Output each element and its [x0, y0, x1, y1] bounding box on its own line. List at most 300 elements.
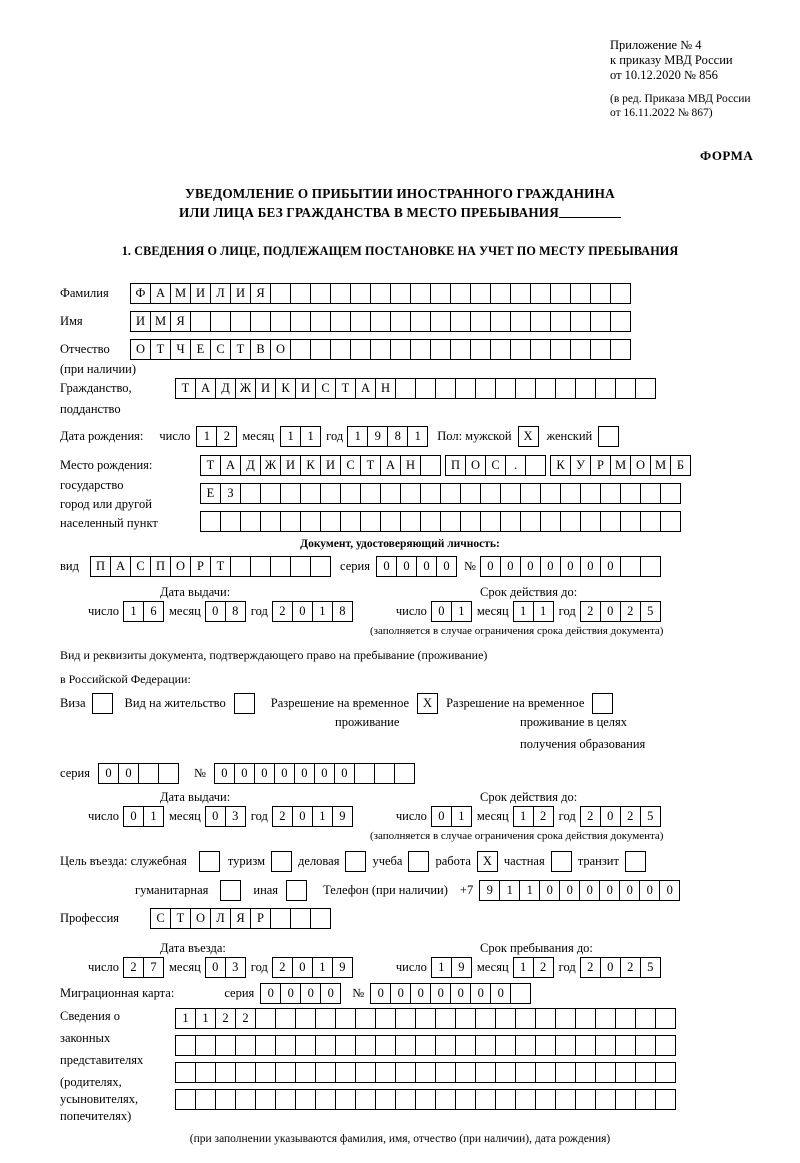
- char-cell[interactable]: [635, 1089, 656, 1110]
- char-cell[interactable]: А: [150, 283, 171, 304]
- char-cell[interactable]: [315, 1062, 336, 1083]
- char-cell[interactable]: 8: [387, 426, 408, 447]
- char-cell[interactable]: Н: [375, 378, 396, 399]
- char-cell[interactable]: [555, 1035, 576, 1056]
- char-cell[interactable]: Д: [240, 455, 261, 476]
- char-cell[interactable]: 1: [533, 601, 554, 622]
- char-cell[interactable]: 0: [260, 983, 281, 1004]
- char-cell[interactable]: [280, 483, 301, 504]
- char-cell[interactable]: Т: [150, 339, 171, 360]
- char-cell[interactable]: [520, 511, 541, 532]
- char-cell[interactable]: Я: [170, 311, 191, 332]
- profession-input[interactable]: [150, 908, 330, 929]
- char-cell[interactable]: К: [275, 378, 296, 399]
- char-cell[interactable]: [655, 1035, 676, 1056]
- stay-year-input[interactable]: [580, 957, 660, 978]
- char-cell[interactable]: 1: [451, 806, 472, 827]
- char-cell[interactable]: [525, 455, 546, 476]
- char-cell[interactable]: [610, 283, 631, 304]
- char-cell[interactable]: 0: [500, 556, 521, 577]
- char-cell[interactable]: [255, 1062, 276, 1083]
- char-cell[interactable]: Е: [200, 483, 221, 504]
- char-cell[interactable]: 2: [272, 806, 293, 827]
- char-cell[interactable]: [515, 1089, 536, 1110]
- char-cell[interactable]: [615, 1008, 636, 1029]
- doc-valid-year-input[interactable]: [580, 601, 660, 622]
- char-cell[interactable]: [495, 1035, 516, 1056]
- char-cell[interactable]: [410, 283, 431, 304]
- char-cell[interactable]: Т: [230, 339, 251, 360]
- char-cell[interactable]: [360, 483, 381, 504]
- char-cell[interactable]: 1: [300, 426, 321, 447]
- char-cell[interactable]: 2: [580, 957, 601, 978]
- char-cell[interactable]: [475, 1089, 496, 1110]
- stay-valid-day-input[interactable]: [431, 806, 471, 827]
- char-cell[interactable]: И: [295, 378, 316, 399]
- char-cell[interactable]: [275, 1089, 296, 1110]
- mig-number-input[interactable]: [370, 983, 530, 1004]
- char-cell[interactable]: М: [610, 455, 631, 476]
- char-cell[interactable]: 0: [320, 983, 341, 1004]
- char-cell[interactable]: [495, 1008, 516, 1029]
- doc-issue-day-input[interactable]: [123, 601, 163, 622]
- char-cell[interactable]: [410, 311, 431, 332]
- entry-day-input[interactable]: [123, 957, 163, 978]
- char-cell[interactable]: Р: [590, 455, 611, 476]
- char-cell[interactable]: [515, 1035, 536, 1056]
- char-cell[interactable]: [315, 1035, 336, 1056]
- stay-number-input[interactable]: [214, 763, 414, 784]
- char-cell[interactable]: [310, 311, 331, 332]
- sex-female-checkbox[interactable]: [598, 426, 619, 447]
- char-cell[interactable]: [394, 763, 415, 784]
- char-cell[interactable]: [340, 511, 361, 532]
- edu-residence-checkbox[interactable]: [592, 693, 613, 714]
- char-cell[interactable]: [138, 763, 159, 784]
- char-cell[interactable]: А: [355, 378, 376, 399]
- char-cell[interactable]: [575, 1062, 596, 1083]
- char-cell[interactable]: [530, 339, 551, 360]
- char-cell[interactable]: 0: [314, 763, 335, 784]
- char-cell[interactable]: 9: [332, 957, 353, 978]
- char-cell[interactable]: 0: [436, 556, 457, 577]
- char-cell[interactable]: [395, 1089, 416, 1110]
- purpose-other-checkbox[interactable]: [286, 880, 307, 901]
- char-cell[interactable]: Д: [215, 378, 236, 399]
- char-cell[interactable]: [420, 511, 441, 532]
- char-cell[interactable]: [215, 1089, 236, 1110]
- char-cell[interactable]: 0: [254, 763, 275, 784]
- char-cell[interactable]: 2: [216, 426, 237, 447]
- char-cell[interactable]: [635, 1062, 656, 1083]
- char-cell[interactable]: [470, 283, 491, 304]
- char-cell[interactable]: [655, 1089, 676, 1110]
- birth-day-input[interactable]: [196, 426, 236, 447]
- char-cell[interactable]: Ж: [260, 455, 281, 476]
- char-cell[interactable]: [255, 1035, 276, 1056]
- char-cell[interactable]: 9: [332, 806, 353, 827]
- char-cell[interactable]: В: [250, 339, 271, 360]
- char-cell[interactable]: [440, 483, 461, 504]
- char-cell[interactable]: 1: [123, 601, 144, 622]
- char-cell[interactable]: И: [320, 455, 341, 476]
- char-cell[interactable]: [310, 556, 331, 577]
- char-cell[interactable]: [290, 556, 311, 577]
- char-cell[interactable]: [390, 339, 411, 360]
- char-cell[interactable]: [320, 511, 341, 532]
- char-cell[interactable]: 9: [479, 880, 500, 901]
- stay-series-input[interactable]: [98, 763, 178, 784]
- char-cell[interactable]: [435, 1008, 456, 1029]
- char-cell[interactable]: 8: [225, 601, 246, 622]
- char-cell[interactable]: [400, 511, 421, 532]
- char-cell[interactable]: 0: [431, 806, 452, 827]
- char-cell[interactable]: 1: [280, 426, 301, 447]
- char-cell[interactable]: [370, 283, 391, 304]
- char-cell[interactable]: [335, 1035, 356, 1056]
- char-cell[interactable]: [215, 1062, 236, 1083]
- char-cell[interactable]: 0: [118, 763, 139, 784]
- char-cell[interactable]: 0: [370, 983, 391, 1004]
- char-cell[interactable]: [375, 1035, 396, 1056]
- char-cell[interactable]: [340, 483, 361, 504]
- char-cell[interactable]: С: [315, 378, 336, 399]
- char-cell[interactable]: С: [130, 556, 151, 577]
- char-cell[interactable]: [575, 1089, 596, 1110]
- char-cell[interactable]: 0: [292, 601, 313, 622]
- char-cell[interactable]: [475, 1008, 496, 1029]
- doc-valid-day-input[interactable]: [431, 601, 471, 622]
- char-cell[interactable]: 0: [98, 763, 119, 784]
- char-cell[interactable]: [515, 1062, 536, 1083]
- char-cell[interactable]: [470, 311, 491, 332]
- residence-checkbox[interactable]: [234, 693, 255, 714]
- char-cell[interactable]: [300, 511, 321, 532]
- char-cell[interactable]: 0: [416, 556, 437, 577]
- char-cell[interactable]: [370, 311, 391, 332]
- char-cell[interactable]: 2: [620, 957, 641, 978]
- entry-year-input[interactable]: [272, 957, 352, 978]
- char-cell[interactable]: Я: [230, 908, 251, 929]
- char-cell[interactable]: 2: [533, 957, 554, 978]
- char-cell[interactable]: А: [380, 455, 401, 476]
- char-cell[interactable]: 0: [396, 556, 417, 577]
- char-cell[interactable]: Т: [200, 455, 221, 476]
- char-cell[interactable]: О: [170, 556, 191, 577]
- char-cell[interactable]: 0: [659, 880, 680, 901]
- char-cell[interactable]: [260, 511, 281, 532]
- char-cell[interactable]: Т: [335, 378, 356, 399]
- char-cell[interactable]: 0: [540, 556, 561, 577]
- char-cell[interactable]: З: [220, 483, 241, 504]
- char-cell[interactable]: [555, 378, 576, 399]
- char-cell[interactable]: 1: [513, 957, 534, 978]
- char-cell[interactable]: [570, 339, 591, 360]
- char-cell[interactable]: 5: [640, 601, 661, 622]
- char-cell[interactable]: [310, 908, 331, 929]
- char-cell[interactable]: [455, 1062, 476, 1083]
- char-cell[interactable]: 1: [347, 426, 368, 447]
- char-cell[interactable]: И: [230, 283, 251, 304]
- char-cell[interactable]: [470, 339, 491, 360]
- char-cell[interactable]: [620, 483, 641, 504]
- char-cell[interactable]: [290, 311, 311, 332]
- char-cell[interactable]: 0: [123, 806, 144, 827]
- char-cell[interactable]: [330, 339, 351, 360]
- char-cell[interactable]: О: [190, 908, 211, 929]
- char-cell[interactable]: [570, 283, 591, 304]
- char-cell[interactable]: А: [110, 556, 131, 577]
- char-cell[interactable]: [355, 1035, 376, 1056]
- char-cell[interactable]: [510, 983, 531, 1004]
- char-cell[interactable]: [275, 1035, 296, 1056]
- char-cell[interactable]: [415, 378, 436, 399]
- doc-number-input[interactable]: [480, 556, 660, 577]
- char-cell[interactable]: 0: [205, 957, 226, 978]
- char-cell[interactable]: М: [170, 283, 191, 304]
- char-cell[interactable]: 0: [520, 556, 541, 577]
- char-cell[interactable]: 2: [580, 601, 601, 622]
- char-cell[interactable]: И: [255, 378, 276, 399]
- char-cell[interactable]: 0: [292, 957, 313, 978]
- char-cell[interactable]: [510, 311, 531, 332]
- char-cell[interactable]: 7: [143, 957, 164, 978]
- char-cell[interactable]: [270, 283, 291, 304]
- char-cell[interactable]: [375, 1008, 396, 1029]
- char-cell[interactable]: [435, 378, 456, 399]
- char-cell[interactable]: С: [340, 455, 361, 476]
- char-cell[interactable]: [195, 1089, 216, 1110]
- char-cell[interactable]: [460, 511, 481, 532]
- char-cell[interactable]: [555, 1062, 576, 1083]
- char-cell[interactable]: 9: [367, 426, 388, 447]
- char-cell[interactable]: [390, 283, 411, 304]
- char-cell[interactable]: [595, 1008, 616, 1029]
- char-cell[interactable]: Т: [210, 556, 231, 577]
- char-cell[interactable]: 0: [294, 763, 315, 784]
- char-cell[interactable]: [415, 1035, 436, 1056]
- char-cell[interactable]: [450, 283, 471, 304]
- char-cell[interactable]: 0: [579, 880, 600, 901]
- char-cell[interactable]: 0: [390, 983, 411, 1004]
- char-cell[interactable]: [395, 378, 416, 399]
- char-cell[interactable]: [595, 378, 616, 399]
- char-cell[interactable]: С: [210, 339, 231, 360]
- doc-issue-month-input[interactable]: [205, 601, 245, 622]
- char-cell[interactable]: [635, 1035, 656, 1056]
- char-cell[interactable]: [375, 1089, 396, 1110]
- char-cell[interactable]: 0: [280, 983, 301, 1004]
- char-cell[interactable]: 2: [533, 806, 554, 827]
- char-cell[interactable]: [560, 483, 581, 504]
- char-cell[interactable]: 0: [559, 880, 580, 901]
- char-cell[interactable]: Т: [360, 455, 381, 476]
- char-cell[interactable]: 0: [410, 983, 431, 1004]
- char-cell[interactable]: 2: [272, 601, 293, 622]
- char-cell[interactable]: Ф: [130, 283, 151, 304]
- char-cell[interactable]: [440, 511, 461, 532]
- char-cell[interactable]: [290, 908, 311, 929]
- char-cell[interactable]: [450, 311, 471, 332]
- char-cell[interactable]: [530, 311, 551, 332]
- char-cell[interactable]: 0: [292, 806, 313, 827]
- char-cell[interactable]: [535, 1035, 556, 1056]
- char-cell[interactable]: [435, 1035, 456, 1056]
- char-cell[interactable]: [540, 511, 561, 532]
- char-cell[interactable]: 0: [334, 763, 355, 784]
- char-cell[interactable]: [475, 1062, 496, 1083]
- char-cell[interactable]: [560, 511, 581, 532]
- char-cell[interactable]: [335, 1062, 356, 1083]
- stay-issue-month-input[interactable]: [205, 806, 245, 827]
- char-cell[interactable]: И: [280, 455, 301, 476]
- char-cell[interactable]: 9: [451, 957, 472, 978]
- char-cell[interactable]: [315, 1089, 336, 1110]
- char-cell[interactable]: Б: [670, 455, 691, 476]
- entry-month-input[interactable]: [205, 957, 245, 978]
- legal-rep-row3-input[interactable]: [175, 1062, 675, 1083]
- char-cell[interactable]: [480, 483, 501, 504]
- stay-day-input[interactable]: [431, 957, 471, 978]
- char-cell[interactable]: 0: [234, 763, 255, 784]
- char-cell[interactable]: 0: [205, 601, 226, 622]
- char-cell[interactable]: [215, 1035, 236, 1056]
- char-cell[interactable]: [570, 311, 591, 332]
- char-cell[interactable]: [415, 1089, 436, 1110]
- char-cell[interactable]: 1: [519, 880, 540, 901]
- char-cell[interactable]: [535, 378, 556, 399]
- char-cell[interactable]: П: [150, 556, 171, 577]
- char-cell[interactable]: 1: [312, 957, 333, 978]
- sex-male-checkbox[interactable]: X: [518, 426, 539, 447]
- purpose-business-checkbox[interactable]: [345, 851, 366, 872]
- char-cell[interactable]: [455, 1089, 476, 1110]
- birth-place-city-b-input[interactable]: [550, 455, 690, 476]
- char-cell[interactable]: 0: [600, 556, 621, 577]
- char-cell[interactable]: [395, 1008, 416, 1029]
- char-cell[interactable]: [420, 483, 441, 504]
- char-cell[interactable]: 0: [600, 806, 621, 827]
- char-cell[interactable]: 0: [470, 983, 491, 1004]
- char-cell[interactable]: 8: [332, 601, 353, 622]
- birth-place-city-a-input[interactable]: [445, 455, 545, 476]
- char-cell[interactable]: [310, 339, 331, 360]
- char-cell[interactable]: [355, 1089, 376, 1110]
- visa-checkbox[interactable]: [92, 693, 113, 714]
- char-cell[interactable]: [380, 511, 401, 532]
- char-cell[interactable]: 2: [215, 1008, 236, 1029]
- char-cell[interactable]: [335, 1008, 356, 1029]
- char-cell[interactable]: [510, 283, 531, 304]
- citizenship-input[interactable]: [175, 378, 655, 399]
- char-cell[interactable]: 2: [123, 957, 144, 978]
- char-cell[interactable]: Ч: [170, 339, 191, 360]
- doc-valid-month-input[interactable]: [513, 601, 553, 622]
- purpose-transit-checkbox[interactable]: [625, 851, 646, 872]
- char-cell[interactable]: [235, 1062, 256, 1083]
- char-cell[interactable]: [495, 378, 516, 399]
- char-cell[interactable]: [230, 556, 251, 577]
- char-cell[interactable]: [455, 1008, 476, 1029]
- char-cell[interactable]: [575, 378, 596, 399]
- char-cell[interactable]: 0: [205, 806, 226, 827]
- char-cell[interactable]: [250, 556, 271, 577]
- char-cell[interactable]: [615, 1035, 636, 1056]
- char-cell[interactable]: [510, 339, 531, 360]
- char-cell[interactable]: .: [505, 455, 526, 476]
- purpose-private-checkbox[interactable]: [551, 851, 572, 872]
- char-cell[interactable]: [230, 311, 251, 332]
- char-cell[interactable]: Н: [400, 455, 421, 476]
- char-cell[interactable]: [535, 1089, 556, 1110]
- legal-rep-row1-input[interactable]: [175, 1008, 675, 1029]
- char-cell[interactable]: [640, 483, 661, 504]
- char-cell[interactable]: [535, 1008, 556, 1029]
- char-cell[interactable]: 1: [513, 806, 534, 827]
- char-cell[interactable]: [195, 1035, 216, 1056]
- char-cell[interactable]: [375, 1062, 396, 1083]
- char-cell[interactable]: [295, 1008, 316, 1029]
- char-cell[interactable]: [430, 311, 451, 332]
- char-cell[interactable]: [660, 511, 681, 532]
- char-cell[interactable]: [610, 339, 631, 360]
- char-cell[interactable]: 1: [451, 601, 472, 622]
- char-cell[interactable]: Ж: [235, 378, 256, 399]
- char-cell[interactable]: [330, 283, 351, 304]
- char-cell[interactable]: [490, 339, 511, 360]
- char-cell[interactable]: Т: [170, 908, 191, 929]
- char-cell[interactable]: [270, 556, 291, 577]
- char-cell[interactable]: [255, 1089, 276, 1110]
- char-cell[interactable]: У: [570, 455, 591, 476]
- char-cell[interactable]: [250, 311, 271, 332]
- char-cell[interactable]: [410, 339, 431, 360]
- char-cell[interactable]: 0: [376, 556, 397, 577]
- char-cell[interactable]: П: [445, 455, 466, 476]
- legal-rep-row4-input[interactable]: [175, 1089, 675, 1110]
- char-cell[interactable]: 1: [312, 806, 333, 827]
- char-cell[interactable]: 0: [450, 983, 471, 1004]
- char-cell[interactable]: [210, 311, 231, 332]
- purpose-service-checkbox[interactable]: [199, 851, 220, 872]
- char-cell[interactable]: [620, 556, 641, 577]
- char-cell[interactable]: М: [150, 311, 171, 332]
- char-cell[interactable]: 1: [312, 601, 333, 622]
- char-cell[interactable]: Т: [175, 378, 196, 399]
- char-cell[interactable]: [280, 511, 301, 532]
- char-cell[interactable]: [550, 311, 571, 332]
- char-cell[interactable]: [430, 283, 451, 304]
- char-cell[interactable]: [655, 1062, 676, 1083]
- char-cell[interactable]: [590, 311, 611, 332]
- char-cell[interactable]: 0: [430, 983, 451, 1004]
- char-cell[interactable]: [430, 339, 451, 360]
- birth-place-city3-input[interactable]: [200, 511, 680, 532]
- char-cell[interactable]: 5: [640, 957, 661, 978]
- char-cell[interactable]: 0: [490, 983, 511, 1004]
- char-cell[interactable]: [415, 1008, 436, 1029]
- char-cell[interactable]: Е: [190, 339, 211, 360]
- char-cell[interactable]: [555, 1008, 576, 1029]
- char-cell[interactable]: [635, 378, 656, 399]
- char-cell[interactable]: [235, 1089, 256, 1110]
- char-cell[interactable]: [395, 1035, 416, 1056]
- char-cell[interactable]: [555, 1089, 576, 1110]
- char-cell[interactable]: 0: [539, 880, 560, 901]
- char-cell[interactable]: [295, 1089, 316, 1110]
- char-cell[interactable]: [335, 1089, 356, 1110]
- char-cell[interactable]: [255, 1008, 276, 1029]
